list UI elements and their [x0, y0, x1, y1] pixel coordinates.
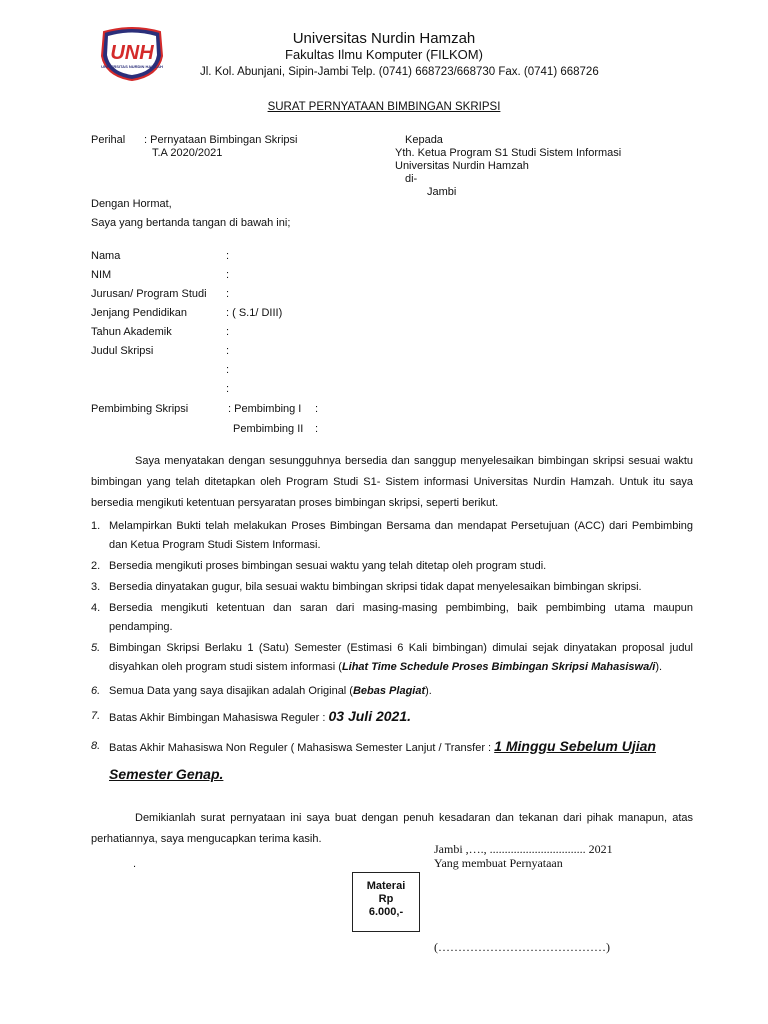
materai-box	[352, 872, 420, 932]
signature-place-date: Jambi ,…., ................................ 2021	[434, 842, 613, 856]
field-value-judul-2: :	[226, 364, 230, 376]
field-value-judul: :	[226, 345, 230, 357]
kepada-label: Kepada	[405, 134, 443, 146]
pembimbing-label: Pembimbing Skripsi	[91, 403, 189, 415]
materai-rp: Rp	[378, 893, 394, 905]
field-value-judul-3: :	[226, 383, 230, 395]
field-label-nim: NIM	[91, 269, 112, 281]
list-item: 5. Bimbingan Skripsi Berlaku 1 (Satu) Semester (Estimasi 6 Kali bimbingan) dimulai sejak dinyatakan proposal judul disyahkan oleh program studi sistem informasi (Lihat Time Schedule Proses Bimbingan Skripsi Mahasiswa/i).	[91, 642, 693, 673]
field-value-jurusan: :	[226, 288, 230, 300]
perihal-year: T.A 2020/2021	[152, 147, 223, 159]
materai-amount: 6.000,-	[368, 906, 404, 918]
field-label-jurusan: Jurusan/ Program Studi	[91, 288, 207, 300]
field-label-nama: Nama	[91, 250, 121, 262]
signature-maker: Yang membuat Pernyataan	[434, 856, 563, 870]
pembimbing-2-colon: :	[315, 423, 319, 435]
field-value-nama: :	[226, 250, 230, 262]
perihal-value: : Pernyataan Bimbingan Skripsi	[144, 134, 298, 146]
logo-text: UNH	[110, 42, 154, 64]
kepada-line2: Universitas Nurdin Hamzah	[395, 160, 529, 172]
requirements-list	[91, 517, 693, 789]
faculty-name: Fakultas Ilmu Komputer (FILKOM)	[285, 47, 483, 62]
kepada-line3: di-	[405, 173, 418, 185]
field-label-jenjang: Jenjang Pendidikan	[91, 307, 188, 319]
list-item: 6. Semua Data yang saya disajikan adalah Original (Bebas Plagiat).	[91, 685, 432, 697]
intro: Saya yang bertanda tangan di bawah ini;	[91, 217, 291, 229]
pembimbing-1-colon: :	[315, 403, 319, 415]
field-label-tahun: Tahun Akademik	[91, 326, 172, 338]
signature-name-line: (……………………………………)	[434, 940, 610, 954]
materai-label: Materai	[366, 880, 406, 892]
list-item: 3. Bersedia dinyatakan gugur, bila sesuai waktu bimbingan skripsi tidak dapat menyelesaikan bimbingan skripsi.	[91, 581, 642, 593]
kepada-line4: Jambi	[427, 186, 457, 198]
field-value-jenjang: : ( S.1/ DIII)	[226, 307, 283, 319]
list-item: 4. Bersedia mengikuti ketentuan dan saran dari masing-masing pembimbing, baik pembimbing utama maupun pendamping.	[91, 602, 693, 633]
field-value-tahun: :	[226, 326, 230, 338]
pembimbing-2: Pembimbing II	[233, 423, 304, 435]
statement-paragraph: Saya menyatakan dengan sesungguhnya bersedia dan sanggup menyelesaikan bimbingan skripsi sesuai waktu bimbingan yang telah ditetapkan oleh Program Studi S1- Sistem informasi Universitas Nurdin Hamzah. Untuk itu saya bersedia mengikuti ketentuan persyaratan proses bimbingan skripsi, seperti berikut.	[91, 455, 693, 509]
perihal-label: Perihal	[91, 134, 126, 146]
field-value-nim: :	[226, 269, 230, 281]
greeting: Dengan Hormat,	[91, 198, 172, 210]
logo-subtext: UNIVERSITAS NURDIN HAMZAH	[101, 64, 163, 69]
list-item: 8. Batas Akhir Mahasiswa Non Reguler ( Mahasiswa Semester Lanjut / Transfer : 1 Minggu Sebelum Ujian Semester Genap.	[91, 738, 656, 782]
closing-paragraph: Demikianlah surat pernyataan ini saya buat dengan penuh kesadaran dan tekanan dari pihak manapun, atas perhatiannya, saya mengucapkan terima kasih.	[91, 812, 693, 845]
field-label-judul: Judul Skripsi	[91, 345, 154, 357]
pembimbing-1: : Pembimbing I	[228, 403, 302, 415]
stray-dot: .	[133, 858, 137, 870]
list-item: 1. Melampirkan Bukti telah melakukan Proses Bimbingan Bersama dan mendapat Persetujuan (ACC) dari Pembimbing dan Ketua Program Studi Sistem Informasi.	[91, 520, 693, 551]
address: Jl. Kol. Abunjani, Sipin-Jambi Telp. (0741) 668723/668730 Fax. (0741) 668726	[200, 66, 599, 78]
list-item: 2. Bersedia mengikuti proses bimbingan sesuai waktu yang telah ditetap oleh program studi.	[91, 560, 547, 572]
letter-title: SURAT PERNYATAAN BIMBINGAN SKRIPSI	[267, 101, 501, 113]
kepada-line1: Yth. Ketua Program S1 Studi Sistem Informasi	[395, 147, 622, 159]
list-item: 7. Batas Akhir Bimbingan Mahasiswa Reguler : 03 Juli 2021.	[91, 708, 412, 724]
university-name: Universitas Nurdin Hamzah	[292, 30, 476, 47]
